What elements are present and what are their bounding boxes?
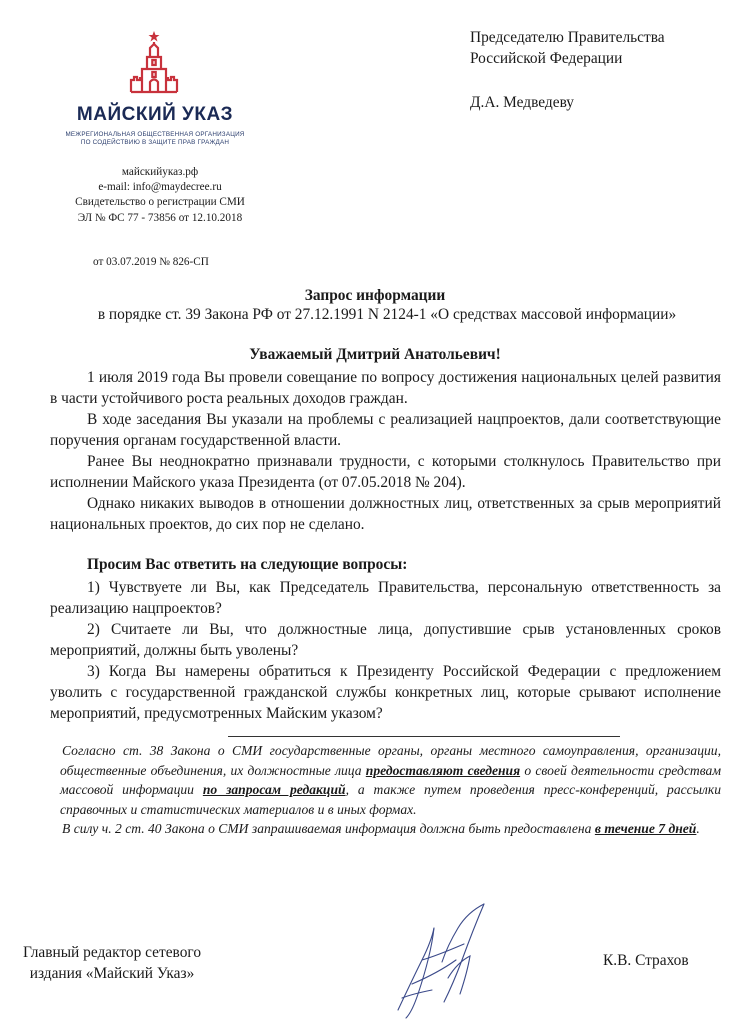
question-item: 3) Когда Вы намерены обратиться к Президенту Российской Федерации с предложением уволить с государственной гражданской службы конкретных лиц, которые срывают исполнение мероприятий, предусмотренных Майским указом? <box>50 663 721 722</box>
document-title: Запрос информации <box>304 287 446 304</box>
letter-body <box>50 367 721 535</box>
questions-list <box>50 577 721 724</box>
registration-line1: Свидетельство о регистрации СМИ <box>75 196 245 209</box>
note-text: Согласно ст. 38 Закона о СМИ государственные органы, органы местного самоуправления, организации, общественные объединения, их должностные лица <box>60 743 721 778</box>
greeting: Уважаемый Дмитрий Анатольевич! <box>249 346 501 363</box>
kremlin-tower-logo-icon <box>128 28 180 94</box>
brand-name: МАЙСКИЙ УКАЗ <box>76 104 234 125</box>
legal-note-2 <box>60 819 721 839</box>
addressee-line2: Российской Федерации <box>470 50 623 67</box>
signer-position-line2: издания «Майский Указ» <box>29 965 195 982</box>
addressee-name: Д.А. Медведеву <box>470 94 574 111</box>
question-item: 1) Чувствуете ли Вы, как Председатель Правительства, персональную ответственность за реализацию нацпроектов? <box>50 579 721 617</box>
signer-name: К.В. Страхов <box>603 952 689 969</box>
questions-heading: Просим Вас ответить на следующие вопросы: <box>87 556 408 573</box>
note-highlight: по запросам редакций <box>202 782 346 797</box>
note-text: , а также путем проведения пресс-конференций, рассылки справочных и статистических материалов и в иных формах. <box>60 782 721 817</box>
body-paragraph: Ранее Вы неоднократно признавали трудности, с которыми столкнулось Правительство при исполнении Майского указа Президента (от 07.05.2018 № 204). <box>50 453 721 491</box>
body-paragraph: Однако никаких выводов в отношении должностных лиц, ответственных за срыв мероприятий национальных проектов, до сих пор не сделано. <box>50 495 721 533</box>
note-highlight: в течение 7 дней <box>594 821 697 836</box>
divider-line <box>228 736 620 737</box>
body-paragraph: 1 июля 2019 года Вы провели совещание по вопросу достижения национальных целей развития в части устойчивого роста реальных доходов граждан. <box>50 369 721 407</box>
brand-subtitle-line1: МЕЖРЕГИОНАЛЬНАЯ ОБЩЕСТВЕННАЯ ОРГАНИЗАЦИЯ <box>65 131 245 138</box>
sender-site-link[interactable]: майскийуказ.рф <box>121 166 199 178</box>
note-text: о своей деятельности средствам массовой информации <box>60 762 721 797</box>
sender-email-link[interactable]: e-mail: info@maydecree.ru <box>98 181 222 194</box>
signer-position <box>14 942 210 984</box>
note-text: В силу ч. 2 ст. 40 Закона о СМИ запрашиваемая информация должна быть предоставлена <box>62 821 595 836</box>
document-number: от 03.07.2019 № 826-СП <box>93 256 209 268</box>
registration-line2: ЭЛ № ФС 77 - 73856 от 12.10.2018 <box>77 211 243 224</box>
note-highlight: предоставляют сведения <box>365 762 521 778</box>
legal-note-1 <box>60 741 721 819</box>
addressee-block <box>470 27 665 113</box>
sender-contacts <box>50 165 270 226</box>
document-subtitle: в порядке ст. 39 Закона РФ от 27.12.1991 N 2124-1 «О средствах массовой информации» <box>97 306 677 323</box>
brand-subtitle-line2: ПО СОДЕЙСТВИЮ В ЗАЩИТЕ ПРАВ ГРАЖДАН <box>80 139 230 146</box>
legal-notes <box>60 741 721 839</box>
handwritten-signature-icon <box>392 898 502 1023</box>
note-text: . <box>696 821 700 836</box>
question-item: 2) Считаете ли Вы, что должностные лица, допустившие срыв установленных сроков мероприятий, должны быть уволены? <box>50 621 721 659</box>
body-paragraph: В ходе заседания Вы указали на проблемы с реализацией нацпроектов, дали соответствующие поручения органам государственной власти. <box>50 411 721 449</box>
addressee-line1: Председателю Правительства <box>470 29 665 46</box>
brand-subtitle <box>40 131 270 147</box>
signer-position-line1: Главный редактор сетевого <box>22 944 202 961</box>
